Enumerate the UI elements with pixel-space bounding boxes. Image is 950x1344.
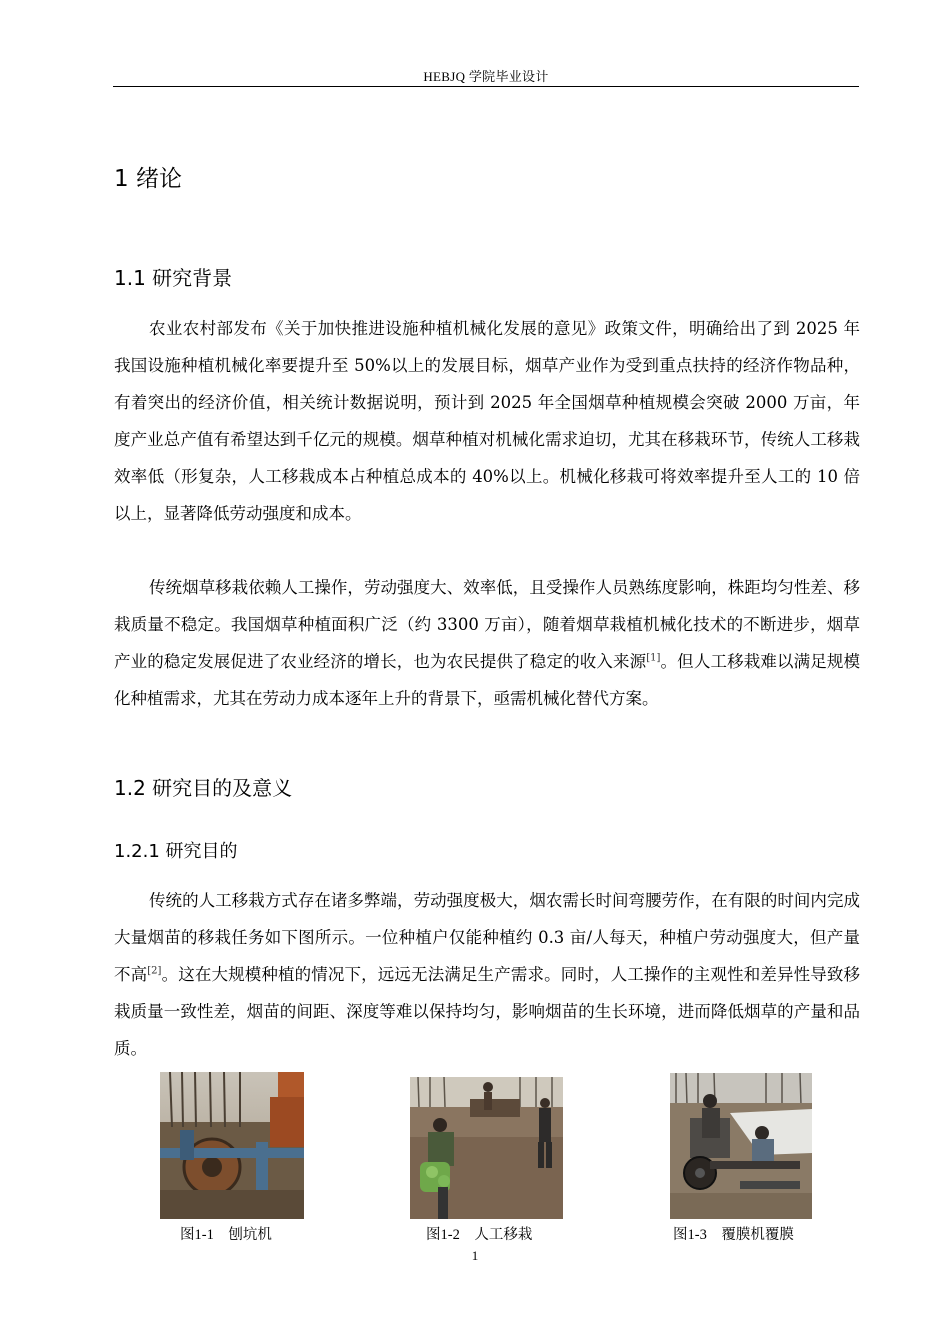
chapter-title: 1 绪论 — [114, 166, 182, 192]
page-header: HEBJQ 学院毕业设计 — [423, 69, 549, 84]
paragraph-purpose — [114, 882, 860, 1067]
paragraph-background-2 — [114, 569, 860, 717]
citation-ref-1: [1] — [646, 652, 661, 664]
figure-caption-1: 图1-1 刨坑机 — [180, 1227, 272, 1243]
header-divider — [113, 86, 859, 87]
paragraph-text: 传统烟草移栽依赖人工操作，劳动强度大、效率低，且受操作人员熟练度影响，株距均匀性差、移栽质量不稳定。我国烟草种植面积广泛（约 3300 万亩），随着烟草栽植机械化技术的不断进步，烟草产业的稳定发展促进了农业经济的增长，也为农民提供了稳定的收入来源 — [114, 578, 860, 671]
figure-photo-manual-transplant — [410, 1077, 563, 1219]
page-number: 1 — [471, 1248, 479, 1263]
figure-caption-2: 图1-2 人工移栽 — [426, 1227, 533, 1243]
paragraph-background-1: 农业农村部发布《关于加快推进设施种植机械化发展的意见》政策文件，明确给出了到 2025 年我国设施种植机械化率要提升至 50%以上的发展目标，烟草产业作为受到重点扶持的经济作物品种，有着突出的经济价值，相关统计数据说明，预计到 2025 年全国烟草种植规模会突破 2000 万亩，年度产业总产值有希望达到千亿元的规模。烟草种植对机械化需求迫切，尤其在移栽环节，传统人工移栽效率低（形复杂，人工移栽成本占种植总成本的 40%以上。机械化移栽可将效率提升至人工的 10 倍以上，显著降低劳动强度和成本。 — [114, 319, 860, 523]
paragraph-text: 。但人工移栽难以满足规模化种植需求，尤其在劳动力成本逐年上升的背景下，亟需机械化替代方案。 — [114, 652, 861, 708]
paragraph-text: 传统的人工移栽方式存在诸多弊端，劳动强度极大，烟农需长时间弯腰劳作，在有限的时间内完成大量烟苗的移栽任务如下图所示。一位种植户仅能种植约 0.3 亩/人每天，种植户劳动强度大，但产量不高 — [114, 891, 860, 984]
paragraph-text: 。这在大规模种植的情况下，远远无法满足生产需求。同时，人工操作的主观性和差异性导致移栽质量一致性差，烟苗的间距、深度等难以保持均匀，影响烟苗的生长环境，进而降低烟草的产量和品质。 — [114, 965, 861, 1058]
figure-photo-film-mulching — [670, 1073, 812, 1219]
section-title-1-2: 1.2 研究目的及意义 — [114, 776, 293, 800]
citation-ref-2: [2] — [147, 965, 162, 977]
section-title-1-1: 1.1 研究背景 — [114, 266, 233, 290]
figure-photo-digger — [160, 1072, 304, 1219]
subsection-title-1-2-1: 1.2.1 研究目的 — [114, 841, 238, 862]
figure-caption-3: 图1-3 覆膜机覆膜 — [673, 1227, 794, 1243]
